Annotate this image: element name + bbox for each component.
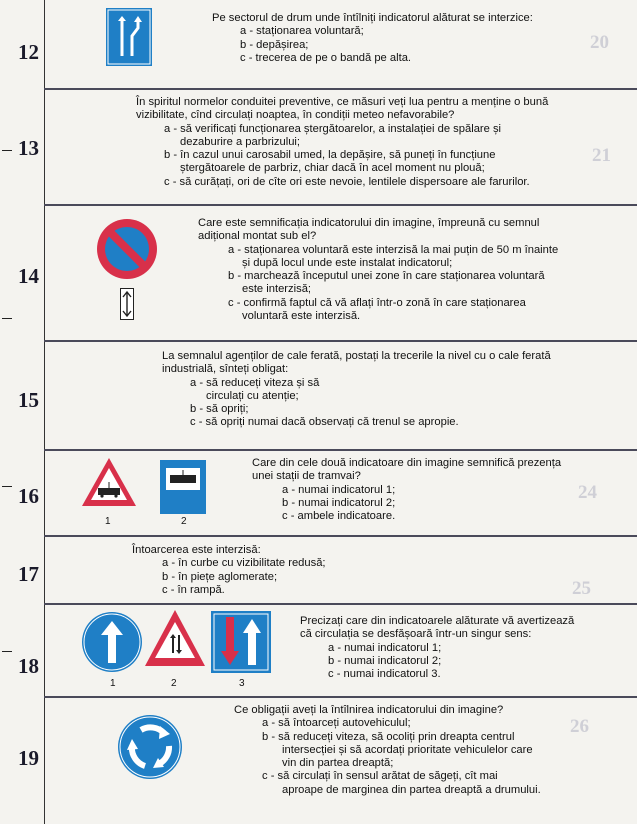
answer-c-cont: aproape de marginea din partea dreaptă a drumului. [282, 783, 541, 796]
question-number: 17 [18, 562, 39, 586]
question-number: 16 [18, 484, 39, 508]
bleed-number: 21 [592, 145, 611, 166]
question-text: În spiritul normelor conduitei preventive, ce măsuri veți lua pentru a menține o bună [136, 96, 549, 108]
question-text: că circulația se desfășoară într-un singur sens: [300, 628, 532, 641]
answer-b: b - depășirea; [240, 38, 309, 51]
row-separator [44, 696, 637, 698]
bleed-number: 25 [572, 578, 591, 599]
question-number: 19 [18, 746, 39, 770]
row-separator [44, 535, 637, 537]
answer-a-cont: dezaburire a parbrizului; [180, 135, 301, 148]
answer-c: c - să opriți numai dacă observați că trenul se apropie. [190, 416, 459, 429]
answer-a-cont: circulați cu atenție; [206, 389, 299, 402]
bleed-number: 26 [570, 716, 589, 737]
question-text: vizibilitate, cînd circulați noaptea, în condiții meteo nefavorabile? [136, 109, 455, 122]
question-text: Precizați care din indicatoarele alăturate vă avertizează [300, 615, 575, 627]
question-number: 12 [18, 40, 39, 64]
answer-c: c - trecerea de pe o bandă pe alta. [240, 51, 412, 64]
answer-c: c - să circulați în sensul arătat de săgeți, cît mai [262, 770, 498, 783]
question-text: unei stații de tramvai? [252, 470, 361, 483]
question-number: 15 [18, 388, 39, 412]
roundabout-sign-icon [117, 714, 183, 780]
answer-a: a - numai indicatorul 1; [328, 641, 442, 654]
question-text: La semnalul agenților de cale ferată, postați la trecerile la nivel cu o cale ferată [162, 350, 551, 362]
answer-b: b - numai indicatorul 2; [282, 496, 396, 509]
answer-c: c - ambele indicatoare. [282, 510, 396, 523]
mandatory-straight-sign-icon [81, 611, 143, 673]
tram-stop-sign-icon [160, 460, 206, 514]
bleed-number: 20 [590, 32, 609, 53]
question-text: Care este semnificația indicatorului din imagine, împreună cu semnul [198, 217, 540, 229]
answer-a: a - să întoarceți autovehiculul; [262, 717, 411, 730]
answer-b-cont: intersecției și să acordați prioritate vehiculelor care [282, 743, 533, 756]
answer-a: a - în curbe cu vizibilitate redusă; [162, 557, 326, 570]
answer-a: a - să verificați funcționarea ștergătoarelor, a instalației de spălare și [164, 122, 502, 135]
answer-c: c - confirmă faptul că vă aflați într-o zonă în care staționarea [228, 296, 526, 309]
row-separator [44, 603, 637, 605]
question-text: Care din cele două indicatoare din imagine semnifică prezența [252, 457, 562, 469]
bleed-number: 24 [578, 482, 597, 503]
answer-b: b - marchează începutul unei zone în care staționarea voluntară [228, 270, 545, 283]
answer-c: c - să curățați, ori de cîte ori este nevoie, lentilele dispersoare ale farurilor. [164, 175, 530, 188]
sign-caption: 3 [239, 678, 245, 689]
answer-a-cont: și după locul unde este instalat indicatorul; [242, 256, 453, 269]
answer-a: a - staționarea voluntară; [240, 25, 364, 38]
margin-dash [2, 486, 12, 487]
answer-c: c - numai indicatorul 3. [328, 668, 441, 681]
answer-b: b - în piețe aglomerate; [162, 570, 278, 583]
answer-b: b - numai indicatorul 2; [328, 654, 442, 667]
no-parking-sign-icon [96, 218, 158, 280]
answer-a: a - numai indicatorul 1; [282, 483, 396, 496]
sign-caption: 1 [105, 516, 111, 527]
margin-dash [2, 651, 12, 652]
row-separator [44, 340, 637, 342]
answer-b: b - să opriți; [190, 403, 249, 416]
question-text: adițional montat sub el? [198, 230, 317, 243]
distance-arrow-plate-icon [120, 288, 134, 320]
sign-caption: 2 [181, 516, 187, 527]
question-text: Întoarcerea este interzisă: [132, 544, 261, 556]
sign-caption: 1 [110, 678, 116, 689]
lane-end-sign-icon [106, 8, 152, 66]
answer-b: b - în cazul unui carosabil umed, la depășire, să puneți în funcțiune [164, 149, 496, 162]
sign-caption: 2 [171, 678, 177, 689]
question-number: 14 [18, 264, 39, 288]
question-text: Pe sectorul de drum unde întîlniți indicatorul alăturat se interzice: [212, 12, 533, 24]
answer-b-cont: vin din partea dreaptă; [282, 757, 394, 770]
answer-c: c - în rampă. [162, 583, 225, 596]
answer-b: b - să reduceți viteza, să ocoliți prin dreapta centrul [262, 730, 515, 743]
question-number: 13 [18, 136, 39, 160]
two-way-traffic-sign-icon [143, 608, 207, 668]
tram-warning-sign-icon [80, 456, 138, 508]
answer-a: a - să reduceți viteza și să [190, 376, 320, 389]
margin-dash [2, 150, 12, 151]
row-separator [44, 88, 637, 90]
question-text: Ce obligații aveți la întîlnirea indicatorului din imagine? [234, 704, 504, 716]
answer-b-cont: este interzisă; [242, 283, 312, 296]
question-text: industrială, sînteți obligat: [162, 363, 289, 376]
answer-c-cont: voluntară este interzisă. [242, 310, 361, 323]
answer-a: a - staționarea voluntară este interzisă la mai puțin de 50 m înainte [228, 243, 559, 256]
row-separator [44, 204, 637, 206]
row-separator [44, 449, 637, 451]
question-number: 18 [18, 654, 39, 678]
answer-b-cont: ștergătoarele de parbriz, chiar dacă în acel moment nu plouă; [180, 162, 485, 175]
one-way-lane-sign-icon [211, 611, 271, 673]
margin-dash [2, 318, 12, 319]
